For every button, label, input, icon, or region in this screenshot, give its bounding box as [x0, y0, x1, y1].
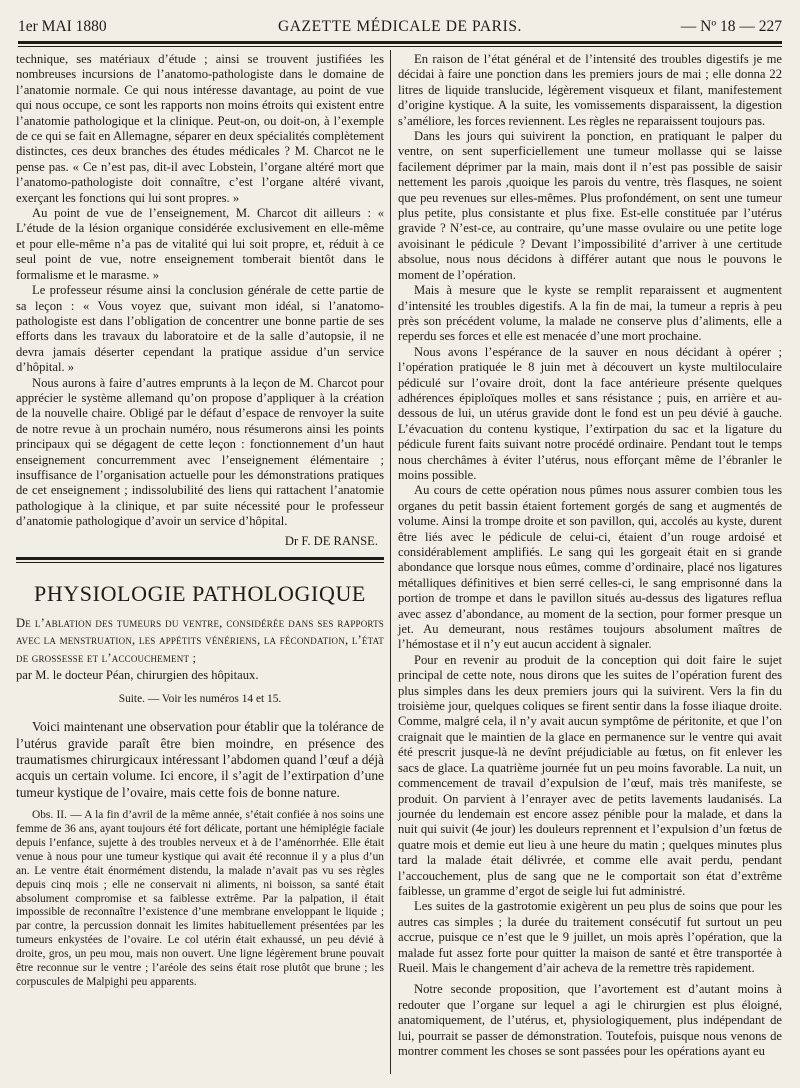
journal-title: GAZETTE MÉDICALE DE PARIS. — [277, 18, 523, 35]
section-rule-thick — [16, 557, 384, 560]
paragraph: Notre seconde proposition, que l’avortement est d’autant moins à redouter que l’organe sur lequel a agi le chirurgien est plus éloigné, anatomiquement, de l’utérus, et, physiologiquement, plus indépendant de lui, pourrait se passer de démonstration. Toutefois, puisque nous venons de montrer comment les choses se sont passées pour les opérations ayant eu — [398, 982, 782, 1058]
right-column — [398, 52, 782, 1059]
page-header — [18, 14, 782, 38]
paragraph: Les suites de la gastrotomie exigèrent un peu plus de soins que pour les autres cas simples ; la durée du traitement consécutif fut surtout un peu accrue, puisque ce n’est que le 9 juillet, un mois après l’opération, que la malade fut assez forte pour quitter la maison de santé et être transportée à Rueil. Mais le changement d’air acheva de la remettre très rapidement. — [398, 899, 782, 975]
paragraph: technique, ses matériaux d’étude ; ainsi se trouvent justifiées les nombreuses incursions de l’anatomo-pathologiste dans le domaine de l’anatomie normale. Ce qui nous intéresse davantage, au point de vue qui nous occupe, ce sont les rapports non moins étroits qui existent entre l’anatomie pathologique et la clinique. Peut-on, ou doit-on, à l’exemple de ce qui se fait en Allemagne, séparer en deux spécialités complètement distinctes, ces deux branches des études médicales ? M. Charcot ne le pense pas. « Ce n’est pas, dit-il avec Lobstein, l’organe altéré mort que l’anatomo-pathologiste doit connaître, c’est l’organe altéré vivant, exerçant les fonctions qui lui sont propres. » — [16, 52, 384, 205]
paragraph: Au point de vue de l’enseignement, M. Charcot dit ailleurs : « L’étude de la lésion organique considérée exclusivement en elle-même et pour elle-même n’a pas de vitalité qui lui soit propre, et, réduit à ce seul point de vue, notre enseignement tomberait bientôt dans le formalisme et le marasme. » — [16, 206, 384, 282]
paragraph: En raison de l’état général et de l’intensité des troubles digestifs je me décidai à faire une ponction dans les premiers jours de mai ; elle donna 22 litres de liquide translucide, légèrement visqueux et filant, manifestement d’origine kystique. A la suite, les vomissements disparaissent, la digestion s’améliore, les forces reviennent. Les règles ne reparaissent toujours pas. — [398, 52, 782, 128]
article-subtitle: De l’ablation des tumeurs du ventre, considérée dans ses rapports avec la menstruation, les appétits vénériens, la fécondation, l’état de grossesse et l’accouchement ; — [16, 615, 384, 665]
paragraph: Voici maintenant une observation pour établir que la tolérance de l’utérus gravide paraît être bien moindre, en présence des traumatismes chirurgicaux intéressant l’abdomen quand l’œuf a déjà acquis un certain volume. Ici encore, il s’agit de l’extirpation d’une tumeur kystique de l’ovaire, mais cette fois de bonne nature. — [16, 719, 384, 800]
paragraph: Pour en revenir au produit de la conception qui doit faire le sujet principal de cette note, nous dirons que les suites de l’opération furent des plus simples dans les deux premiers jours qui la suivirent. Vers la fin du troisième jour, quelques coliques se firent sentir dans la fosse iliaque droite. Comme, malgré cela, il n’y avait aucun symptôme de péritonite, et que l’on craignait que le maintien de la glace en permanence sur le ventre qui avait été prescrit jusque-là ne devînt préjudiciable au fœtus, on fit enlever les sacs de glace. La quatrième journée fut un peu moins favorable. La nuit, un commencement de travail d’expulsion de l’œuf, mais très manifeste, se produit. On parvient à l’enrayer avec de petits lavements laudanisés. La journée du lendemain est encore assez pénible pour la malade, et dans la nuit qui suivit (4e jour) les douleurs reprennent et l’expulsion d’un fœtus de quatre mois et demie eut lieu à une heure du matin ; quelques minutes plus tard la malade était délivrée, et comme elle avait perdu, pendant l’accouchement, plus de sang que ne le comportait son état d’extrême faiblesse, un gramme d’ergot de seigle lui fut administré. — [398, 652, 782, 898]
header-rule-thick — [18, 41, 782, 44]
header-rule-thin — [18, 46, 782, 47]
section-rule-thin — [16, 562, 384, 563]
author-signature: Dr F. DE RANSE. — [284, 533, 378, 548]
issue-date: 1er MAI 1880 — [18, 18, 107, 35]
section-title: PHYSIOLOGIE PATHOLOGIQUE — [34, 580, 366, 606]
column-divider — [390, 50, 391, 1074]
left-column — [16, 52, 384, 990]
paragraph: Au cours de cette opération nous pûmes nous assurer combien tous les organes du petit bassin étaient fortement gorgés de sang et augmentés de volume. Ainsi la trompe droite et son pavillon, qui, accolés au kyste, durent être liés avec le pédicule de celui-ci, étaient d’un rouge ardoisé et considérablement amplifiés. Le sang qui les gorgeait était en si grande abondance que lorsque nous eûmes, comme d’ordinaire, placé nos ligatures métalliques définitives et bien serré celles-ci, le sang emprisonné dans la portion de trompe et dans le pavillon situés au-dessus des ligatures reflua avec assez d’abondance, au moment de la section, pour former presque un jet. Au demeurant, nous restâmes toujours absolument maîtres de l’hémostase et il n’y eut aucun accident à signaler. — [398, 483, 782, 652]
continuation-note: Suite. — Voir les numéros 14 et 15. — [118, 693, 282, 706]
observation-paragraph: Obs. II. — A la fin d’avril de la même année, s’était confiée à nos soins une femme de 36 ans, ayant toujours été fort délicate, portant une hémiplégie faciale depuis l’enfance, sujette à des troubles nerveux et à de l’aménorrhée. Elle était venue à nous pour une tumeur kystique qui avait été reconnue il y a plus d’un an. Le ventre était énormément distendu, la malade n’avait pas vu ses règles depuis cinq mois ; elle ne conservait ni aliments, ni boisson, sa santé était absolument compromise et sa faiblesse extrême. Par la palpation, il était impossible de reconnaître l’existence d’une membrane enveloppant le liquide ; par contre, la percussion donnait les limites habituellement présentées par les tumeurs enkystées de l’ovaire. Le col utérin était exhaussé, un peu dévié à droite, gros, un peu mou, mais non ouvert. Une ligne légèrement brune pouvait être reconnue sur le ventre ; l’aréole des seins était rose plutôt que brune ; les corpuscules de Malpighi peu apparents. — [16, 809, 384, 988]
paragraph: Le professeur résume ainsi la conclusion générale de cette partie de sa leçon : « Vous voyez que, suivant mon idéal, si l’anatomo-pathologiste est dans l’obligation de concentrer une bonne partie de ses efforts dans les travaux du laboratoire et de la salle d’autopsie, il ne devra jamais déserter cependant la pratique assidue d’un service d’hôpital. » — [16, 283, 384, 375]
paragraph: Nous aurons à faire d’autres emprunts à la leçon de M. Charcot pour apprécier le système allemand qu’on propose d’appliquer à la création de la nouvelle chaire. Obligé par le défaut d’espace de renvoyer la suite de notre revue à un prochain numéro, nous résumerons ainsi les points principaux qui se dégagent de cette leçon : fonctionnement d’un haut enseignement concurremment avec l’enseignement élémentaire ; insuffisance de l’organisation actuelle pour les démonstrations pratiques de cet enseignement ; indissolubilité des liens qui rattachent l’anatomie pathologique à la clinique, et par suite nécessité pour le professeur d’anatomie pathologique d’avoir un service d’hôpital. — [16, 375, 384, 529]
article-author: par M. le docteur Péan, chirurgien des hôpitaux. — [16, 668, 259, 683]
paragraph: Dans les jours qui suivirent la ponction, en pratiquant le palper du ventre, on sent superficiellement une tumeur mollasse qui se laisse facilement déprimer par la main, mais dont il n’est pas possible de saisir nettement les parois ,quoique les parois du ventre, très flasques, ne soient que peu revenues sur elles-mêmes. Plus profondément, on sent une tumeur plus petite, plus consistante et plus fixe. Est-elle constituée par l’utérus gravide ? N’est-ce, au contraire, qu’une masse ovulaire ou une petite loge avoisinant le pédicule ? Devant l’impossibilité d’arriver à une certitude absolue, nous nous décidons à différer autant que nous le pouvons le moment de l’opération. — [398, 129, 782, 282]
paragraph: Nous avons l’espérance de la sauver en nous décidant à opérer ; l’opération pratiquée le 8 juin met à découvert un kyste multiloculaire pédiculé sur l’ovaire droit, dont la face antérieure présente quelques adhérences épiploïques molles et sans résistance ; puis, en arrière et au-dessous de lui, un utérus gravide dont le fond est un peu dévié à gauche. L’évacuation du contenu kystique, l’extirpation du sac et la ligature du pédicule furent faits suivant notre procédé ordinaire. Pendant tout le temps nous cherchâmes à éviter l’utérus, nous efforçant même de l’ébranler le moins possible. — [398, 344, 782, 482]
paragraph: Mais à mesure que le kyste se remplit reparaissent et augmentent d’intensité les troubles digestifs. A la fin de mai, la tumeur a repris à peu près son précédent volume, la malade ne conserve plus d’aliments, elle a reperdu ses forces et elle est menacée d’une mort prochaine. — [398, 283, 782, 344]
issue-page-number: — Nº 18 — 227 — [680, 18, 782, 35]
